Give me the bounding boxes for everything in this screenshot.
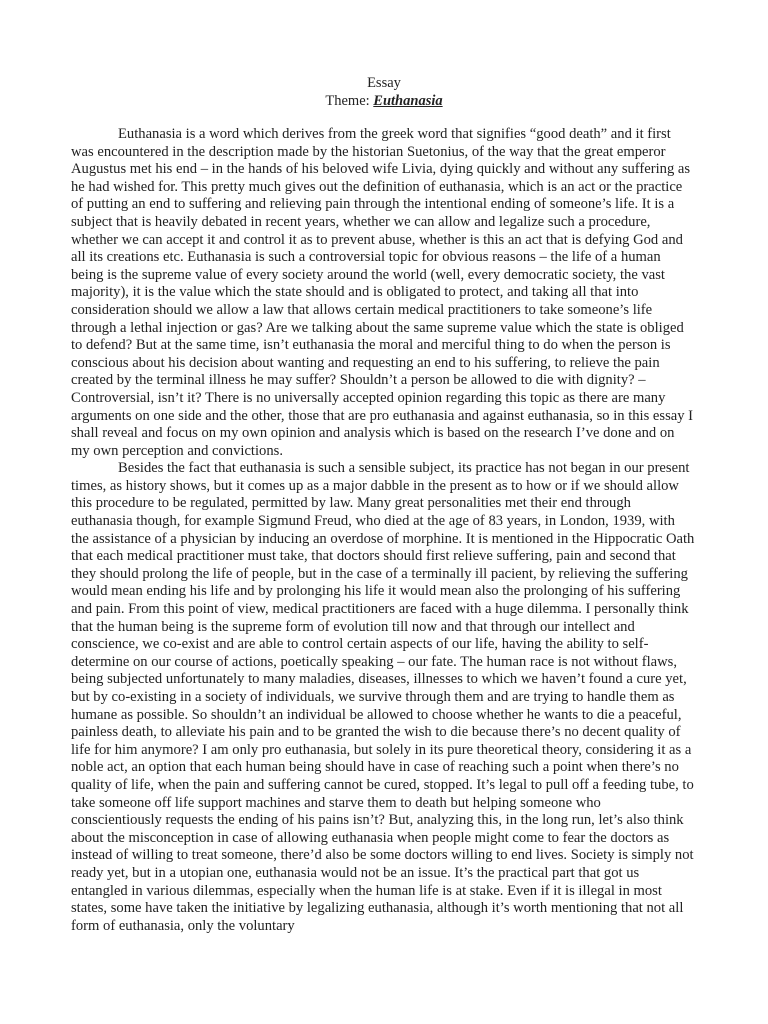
essay-body xyxy=(71,126,695,935)
theme-value: Euthanasia xyxy=(373,93,443,109)
theme-label: Theme: xyxy=(325,93,374,109)
essay-header xyxy=(0,74,768,110)
essay-title: Essay xyxy=(367,75,401,91)
paragraph-2: Besides the fact that euthanasia is such a sensible subject, its practice has not began in our present times, as history shows, but it comes up as a major dabble in the present as to how or if we should allow this procedure to be regulated, permitted by law. Many great personalities met their end through euthanasia though, for example Sigmund Freud, who died at the age of 83 years, in London, 1939, with the assistance of a physician by inducing an overdose of morphine. It is mentioned in the Hippocratic Oath that each medical practitioner must take, that doctors should first relieve suffering, pain and second that they should prolong the life of people, but in the case of a terminally ill pacient, by relieving the suffering would mean ending his life and by prolonging his life it would mean also the prolonging of his suffering and pain. From this point of view, medical practitioners are faced with a huge dilemma. I personally think that the human being is the supreme form of evolution till now and that through our intellect and conscience, we co-exist and are able to control certain aspects of our life, having the ability to self-determine on our course of actions, poetically speaking – our fate. The human race is not without flaws, being subjected unfortunately to many maladies, diseases, illnesses to which we haven’t found a cure yet, but by co-existing in a society of individuals, we survive through them and are trying to handle them as humane as possible. So shouldn’t an individual be allowed to choose whether he wants to die a peaceful, painless death, to alleviate his pain and to be granted the wish to die because there’s no decent quality of life for him anymore? I am only pro euthanasia, but solely in its pure theoretical theory, considering it as a noble act, an option that each human being should have in case of reaching such a point when there’s no quality of life, when the pain and suffering cannot be cured, stopped. It’s legal to pull off a feeding tube, to take someone off life support machines and starve them to death but helping someone who conscientiously requests the ending of his pains isn’t? But, analyzing this, in the long run, let’s also think about the misconception in case of allowing euthanasia when people might come to fear the doctors as instead of willing to treat someone, there’d also be some doctors willing to end lives. Society is simply not ready yet, but in a utopian one, euthanasia would not be an issue. It’s the practical part that got us entangled in various dilemmas, especially when the human life is at stake. Even if it is illegal in most states, some have taken the initiative by legalizing euthanasia, although it’s worth mentioning that not all form of euthanasia, only the voluntary xyxy=(71,460,695,934)
paragraph-1: Euthanasia is a word which derives from the greek word that signifies “good death” and it first was encountered in the description made by the historian Suetonius, of the way that the great emperor Augustus met his end – in the hands of his beloved wife Livia, dying quickly and without any suffering as he had wished for. This pretty much gives out the definition of euthanasia, which is an act or the practice of putting an end to suffering and relieving pain through the intentional ending of someone’s life. It is a subject that is heavily debated in recent years, whether we can allow and legalize such a procedure, whether we can accept it and control it as to prevent abuse, whether is this an act that is defying God and all its creations etc. Euthanasia is such a controversial topic for obvious reasons – the life of a human being is the supreme value of every society around the world (well, every democratic society, the vast majority), it is the value which the state should and is obligated to protect, and taking all that into consideration should we allow a law that allows certain medical practitioners to take someone’s life through a lethal injection or gas? Are we talking about the same supreme value which the state is obliged to defend? But at the same time, isn’t euthanasia the moral and merciful thing to do when the person is conscious about his decision about wanting and requesting an end to his suffering, to relieve the pain created by the terminal illness he may suffer? Shouldn’t a person be allowed to die with dignity? – Controversial, isn’t it? There is no universally accepted opinion regarding this topic as there are many arguments on one side and the other, those that are pro euthanasia and against euthanasia, so in this essay I shall reveal and focus on my own opinion and analysis which is based on the research I’ve done and on my own perception and convictions. xyxy=(71,126,694,459)
essay-theme xyxy=(0,92,768,110)
